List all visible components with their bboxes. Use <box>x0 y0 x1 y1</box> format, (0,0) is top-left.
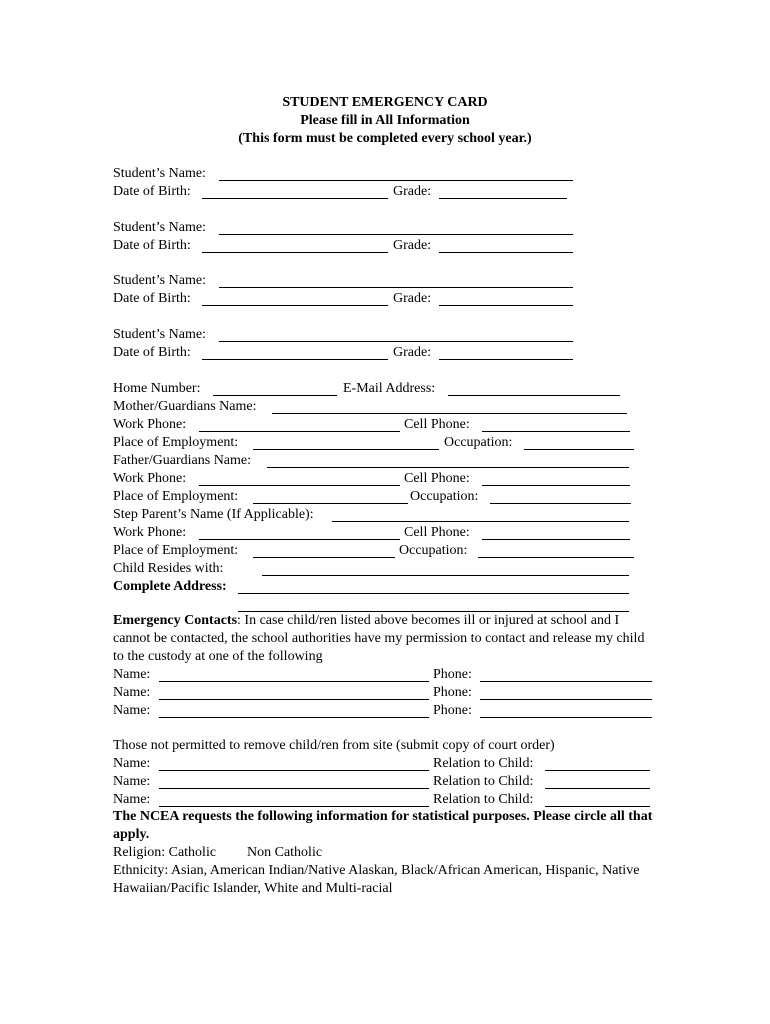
student-2-grade-field[interactable] <box>439 252 573 253</box>
not-permitted-row-1 <box>113 755 673 773</box>
student-3-dob-field[interactable] <box>202 305 388 306</box>
relation-label: Relation to Child: <box>433 792 534 807</box>
home-number-field[interactable] <box>213 395 337 396</box>
employment-label: Place of Employment: <box>113 435 239 450</box>
student-name-label: Student’s Name: <box>113 273 206 288</box>
mother-name-row <box>113 398 673 416</box>
employment-label: Place of Employment: <box>113 489 239 504</box>
step-employment-field[interactable] <box>253 557 395 558</box>
student-4-dob-field[interactable] <box>202 359 388 360</box>
not-permitted-relation-field-1[interactable] <box>545 770 650 771</box>
not-permitted-relation-field-2[interactable] <box>545 788 650 789</box>
student-4-dob-row <box>113 344 673 362</box>
religion-catholic-option[interactable]: Religion: Catholic <box>113 845 217 860</box>
grade-label: Grade: <box>393 291 432 306</box>
father-work-phone-field[interactable] <box>199 485 400 486</box>
step-parent-label: Step Parent’s Name (If Applicable): <box>113 507 314 522</box>
not-permitted-name-field-1[interactable] <box>159 770 429 771</box>
ethnicity-options[interactable]: Ethnicity: Asian, American Indian/Native Alaskan, Black/African American, Hispanic, Native Hawaiian/Pacific Islander, White and Multi-racial <box>113 863 640 896</box>
father-cell-phone-field[interactable] <box>482 485 630 486</box>
father-employment-row <box>113 488 673 506</box>
father-employment-field[interactable] <box>253 503 408 504</box>
name-label: Name: <box>113 774 151 789</box>
home-number-label: Home Number: <box>113 381 201 396</box>
dob-label: Date of Birth: <box>113 345 191 360</box>
student-2-dob-field[interactable] <box>202 252 388 253</box>
resides-with-field[interactable] <box>262 575 629 576</box>
mother-employment-row <box>113 434 673 452</box>
student-4-grade-field[interactable] <box>439 359 573 360</box>
step-cell-phone-field[interactable] <box>482 539 630 540</box>
phone-label: Phone: <box>433 703 472 718</box>
name-label: Name: <box>113 756 151 771</box>
employment-label: Place of Employment: <box>113 543 239 558</box>
dob-label: Date of Birth: <box>113 291 191 306</box>
email-label: E-Mail Address: <box>343 381 436 396</box>
student-4-name-field[interactable] <box>219 341 573 342</box>
religion-row <box>113 844 673 862</box>
not-permitted-row-3 <box>113 791 673 809</box>
grade-label: Grade: <box>393 345 432 360</box>
form-title: STUDENT EMERGENCY CARD <box>282 95 488 110</box>
step-parent-field[interactable] <box>332 521 629 522</box>
dob-label: Date of Birth: <box>113 184 191 199</box>
not-permitted-row-2 <box>113 773 673 791</box>
student-1-dob-field[interactable] <box>202 198 388 199</box>
mother-phone-row <box>113 416 673 434</box>
father-occupation-field[interactable] <box>490 503 631 504</box>
student-2-name-field[interactable] <box>219 234 573 235</box>
relation-label: Relation to Child: <box>433 756 534 771</box>
address-row <box>113 578 673 596</box>
student-name-label: Student’s Name: <box>113 220 206 235</box>
phone-label: Phone: <box>433 667 472 682</box>
student-3-grade-field[interactable] <box>439 305 573 306</box>
emergency-name-field-2[interactable] <box>159 699 429 700</box>
work-phone-label: Work Phone: <box>113 525 187 540</box>
step-occupation-field[interactable] <box>478 557 634 558</box>
not-permitted-relation-field-3[interactable] <box>545 806 650 807</box>
father-name-label: Father/Guardians Name: <box>113 453 252 468</box>
email-field[interactable] <box>448 395 620 396</box>
student-3-name-field[interactable] <box>219 287 573 288</box>
father-name-field[interactable] <box>267 467 629 468</box>
relation-label: Relation to Child: <box>433 774 534 789</box>
occupation-label: Occupation: <box>410 489 479 504</box>
mother-name-field[interactable] <box>272 413 627 414</box>
emergency-contacts-text: : In case child/ren listed above becomes ill or injured at school and I cannot be contacted, the school authorities have my permission to contact and release my child to the custody at one of the following <box>113 613 645 664</box>
mother-occupation-field[interactable] <box>524 449 634 450</box>
not-permitted-text: Those not permitted to remove child/ren from site (submit copy of court order) <box>113 738 555 753</box>
occupation-label: Occupation: <box>444 435 513 450</box>
father-phone-row <box>113 470 673 488</box>
grade-label: Grade: <box>393 184 432 199</box>
work-phone-label: Work Phone: <box>113 417 187 432</box>
emergency-name-field-3[interactable] <box>159 717 429 718</box>
resides-with-label: Child Resides with: <box>113 561 224 576</box>
emergency-contact-row-1 <box>113 666 673 684</box>
step-parent-row <box>113 506 673 524</box>
emergency-contact-row-2 <box>113 684 673 702</box>
student-1-dob-row <box>113 183 673 201</box>
name-label: Name: <box>113 667 151 682</box>
ncea-statement: The NCEA requests the following information for statistical purposes. Please circle all that apply. <box>113 809 653 842</box>
occupation-label: Occupation: <box>399 543 468 558</box>
form-note: (This form must be completed every school year.) <box>238 131 532 146</box>
mother-work-phone-field[interactable] <box>199 431 400 432</box>
name-label: Name: <box>113 792 151 807</box>
mother-name-label: Mother/Guardians Name: <box>113 399 257 414</box>
emergency-phone-field-1[interactable] <box>480 681 652 682</box>
not-permitted-name-field-2[interactable] <box>159 788 429 789</box>
home-email-row <box>113 380 673 398</box>
emergency-phone-field-3[interactable] <box>480 717 652 718</box>
emergency-contacts-heading: Emergency Contacts <box>113 613 238 628</box>
student-1-name-field[interactable] <box>219 180 573 181</box>
religion-non-catholic-option[interactable]: Non Catholic <box>247 845 323 860</box>
emergency-contact-row-3 <box>113 702 673 720</box>
grade-label: Grade: <box>393 238 432 253</box>
cell-phone-label: Cell Phone: <box>404 471 470 486</box>
mother-cell-phone-field[interactable] <box>482 431 630 432</box>
name-label: Name: <box>113 703 151 718</box>
student-name-label: Student’s Name: <box>113 166 206 181</box>
student-3-name-row <box>113 272 673 290</box>
step-employment-row <box>113 542 673 560</box>
student-3-dob-row <box>113 290 673 308</box>
not-permitted-name-field-3[interactable] <box>159 806 429 807</box>
step-work-phone-field[interactable] <box>199 539 400 540</box>
step-phone-row <box>113 524 673 542</box>
address-label: Complete Address: <box>113 579 227 594</box>
student-4-name-row <box>113 326 673 344</box>
resides-with-row <box>113 560 673 578</box>
student-2-dob-row <box>113 237 673 255</box>
student-1-grade-field[interactable] <box>439 198 567 199</box>
student-2-name-row <box>113 219 673 237</box>
father-name-row <box>113 452 673 470</box>
emergency-contacts-paragraph <box>113 612 658 666</box>
emergency-phone-field-2[interactable] <box>480 699 652 700</box>
address-field-line-1[interactable] <box>238 593 629 594</box>
name-label: Name: <box>113 685 151 700</box>
emergency-name-field-1[interactable] <box>159 681 429 682</box>
mother-employment-field[interactable] <box>253 449 439 450</box>
not-permitted-heading <box>113 737 673 755</box>
cell-phone-label: Cell Phone: <box>404 417 470 432</box>
dob-label: Date of Birth: <box>113 238 191 253</box>
work-phone-label: Work Phone: <box>113 471 187 486</box>
student-name-label: Student’s Name: <box>113 327 206 342</box>
form-subtitle: Please fill in All Information <box>300 113 470 128</box>
student-1-name-row <box>113 165 673 183</box>
phone-label: Phone: <box>433 685 472 700</box>
cell-phone-label: Cell Phone: <box>404 525 470 540</box>
